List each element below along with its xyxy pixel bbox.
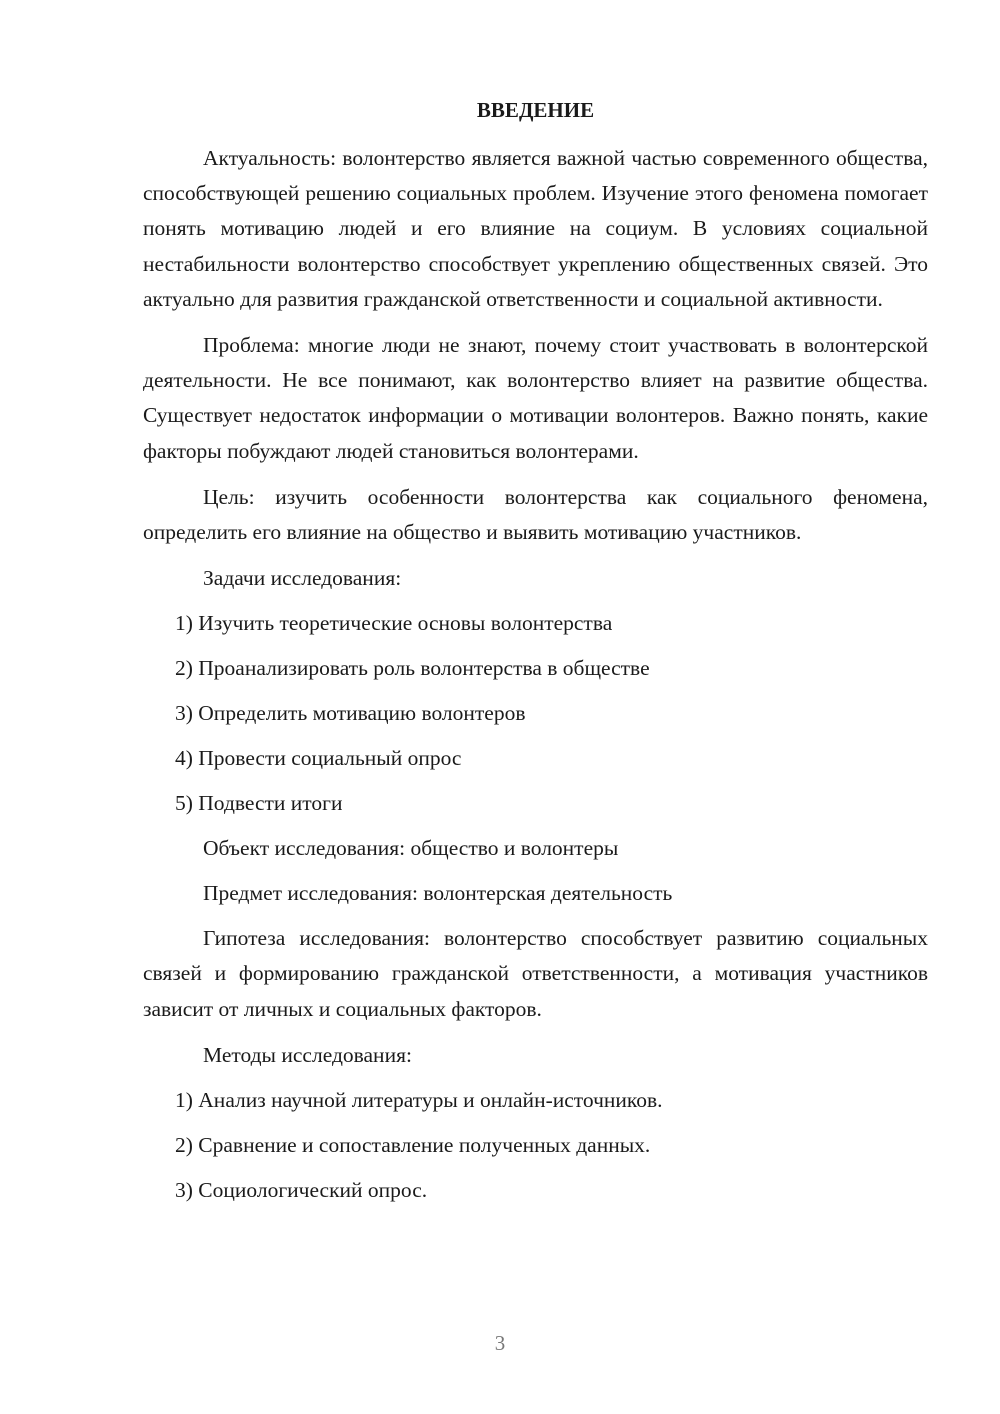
research-subject: Предмет исследования: волонтерская деятельность [203, 881, 673, 906]
method-item-2: 2) Сравнение и сопоставление полученных данных. [175, 1132, 651, 1157]
task-item-4: 4) Провести социальный опрос [175, 746, 462, 771]
hypothesis-paragraph: Гипотеза исследования: волонтерство способствует развитию социальных связей и формированию гражданской ответственности, а мотивация участников зависит от личных и социальных факторов. [143, 926, 928, 1021]
task-item-1: 1) Изучить теоретические основы волонтерства [175, 611, 613, 636]
method-item-3: 3) Социологический опрос. [175, 1177, 428, 1202]
task-item-3: 3) Определить мотивацию волонтеров [175, 701, 526, 726]
task-item-2: 2) Проанализировать роль волонтерства в обществе [175, 656, 650, 681]
task-item-5: 5) Подвести итоги [175, 791, 343, 816]
research-object: Объект исследования: общество и волонтеры [203, 836, 619, 861]
document-page [143, 93, 928, 1218]
goal-paragraph: Цель: изучить особенности волонтерства как социального феномена, определить его влияние на общество и выявить мотивацию участников. [143, 484, 928, 545]
methods-heading: Методы исследования: [203, 1042, 412, 1067]
page-number: 3 [494, 1331, 506, 1355]
relevance-paragraph: Актуальность: волонтерство является важной частью современного общества, способствующей решению социальных проблем. Изучение этого феномена помогает понять мотивацию людей и его влияние на социум. В условиях социальной нестабильности волонтерство способствует укреплению общественных связей. Это актуально для развития гражданской ответственности и социальной активности. [143, 146, 928, 311]
problem-paragraph: Проблема: многие люди не знают, почему стоит участвовать в волонтерской деятельности. Не все понимают, как волонтерство влияет на развитие общества. Существует недостаток информации о мотивации волонтеров. Важно понять, какие факторы побуждают людей становиться волонтерами. [143, 333, 928, 463]
section-title: ВВЕДЕНИЕ [476, 98, 595, 122]
tasks-heading: Задачи исследования: [203, 566, 402, 591]
method-item-1: 1) Анализ научной литературы и онлайн-источников. [175, 1087, 663, 1112]
